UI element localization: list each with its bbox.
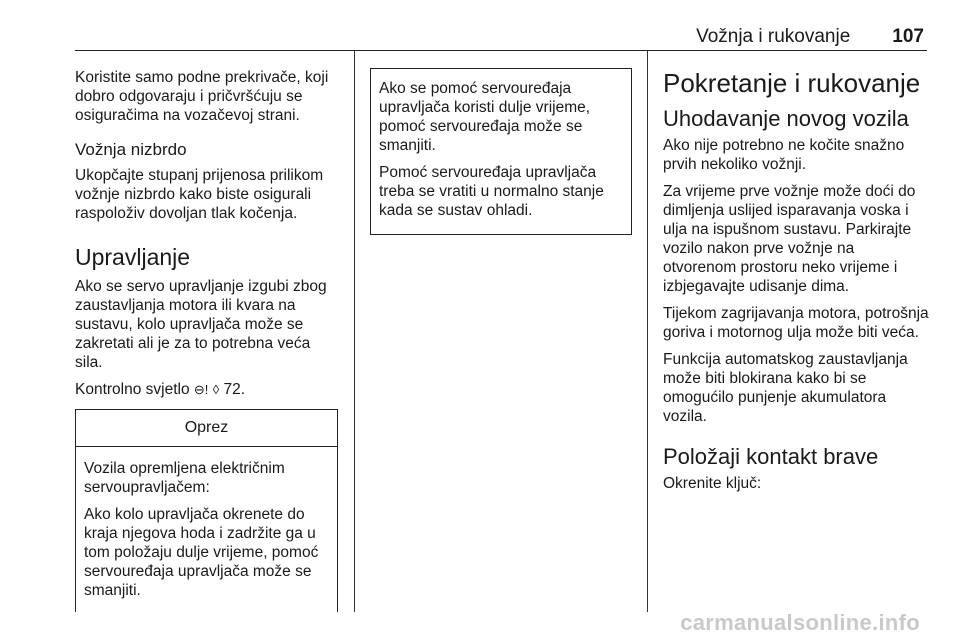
heading-položaji-kontakt-brave: Položaji kontakt brave	[663, 444, 879, 469]
page-reference-icon: ◊	[212, 382, 220, 397]
heading-pokretanje-i-rukovanje: Pokretanje i rukovanje	[663, 68, 921, 98]
page-reference[interactable]: 72.	[223, 381, 246, 398]
caution-continued-paragraph-1: Ako se pomoć servouređaja upravljača koristi dulje vrijeme, pomoć servouređaja može se smanjiti.	[379, 80, 591, 154]
paragraph-uhodavanje-1: Ako nije potrebno ne kočite snažno prvih nekoliko vožnji.	[663, 137, 905, 173]
heading-uhodavanje: Uhodavanje novog vozila	[663, 106, 909, 131]
header-rule	[75, 50, 927, 51]
paragraph-okrenite-kljuc: Okrenite ključ:	[663, 475, 762, 492]
paragraph-upravljanje: Ako se servo upravljanje izgubi zbog zaustavljanja motora ili kvara na sustavu, kolo upravljača može se zakretati ali je za to potrebna veća sila.	[75, 278, 327, 371]
paragraph-uhodavanje-4: Funkcija automatskog zaustavljanja može biti blokirana kako bi se omogućilo punjenje akumulatora vozila.	[663, 351, 908, 425]
column-1	[75, 68, 338, 612]
caution-box	[75, 409, 338, 612]
column-3	[663, 68, 929, 501]
column-divider-1	[354, 50, 355, 612]
page-header	[696, 26, 924, 50]
caution-title: Oprez	[76, 409, 337, 447]
heading-upravljanje: Upravljanje	[75, 244, 191, 270]
caution-paragraph-1: Vozila opremljena električnim servoupravljačem:	[84, 460, 285, 496]
paragraph-kontrolno-svjetlo	[75, 380, 338, 399]
caution-body	[76, 447, 337, 612]
paragraph-uhodavanje-2: Za vrijeme prve vožnje može doći do dimljenja uslijed isparavanja voska i ulja na ispušnom sustavu. Parkirajte vozilo nakon prve vožnje na otvorenom prostoru neko vrijeme i izbjegavajte udisanje dima.	[663, 183, 916, 295]
heading-vožnja-nizbrdo: Vožnja nizbrdo	[75, 140, 187, 159]
steering-warning-icon: ⊖!	[193, 382, 209, 397]
section-title: Vožnja i rukovanje	[696, 26, 851, 47]
caution-continued-paragraph-2: Pomoć servouređaja upravljača treba se vratiti u normalno stanje kada se sustav ohladi.	[379, 164, 604, 219]
paragraph-uhodavanje-3: Tijekom zagrijavanja motora, potrošnja goriva i motornog ulja može biti veća.	[663, 305, 929, 341]
caution-continuation-box	[370, 68, 632, 235]
column-divider-2	[647, 50, 648, 612]
watermark: carmanualsonline.info	[680, 610, 920, 635]
caution-paragraph-2: Ako kolo upravljača okrenete do kraja njegova hoda i zadržite ga u tom položaju dulje vrijeme, pomoć servouređaja upravljača može se smanjiti.	[84, 506, 319, 599]
paragraph-nizbrdo: Ukopčajte stupanj prijenosa prilikom vožnje nizbrdo kako biste osigurali raspoloživ dovoljan tlak kočenja.	[75, 167, 324, 222]
page-number: 107	[892, 26, 924, 47]
column-2	[370, 68, 632, 235]
paragraph-floor-mats: Koristite samo podne prekrivače, koji dobro odgovaraju i pričvršćuju se osiguračima na vozačevoj strani.	[75, 69, 329, 124]
kontrolno-text: Kontrolno svjetlo	[75, 381, 190, 398]
